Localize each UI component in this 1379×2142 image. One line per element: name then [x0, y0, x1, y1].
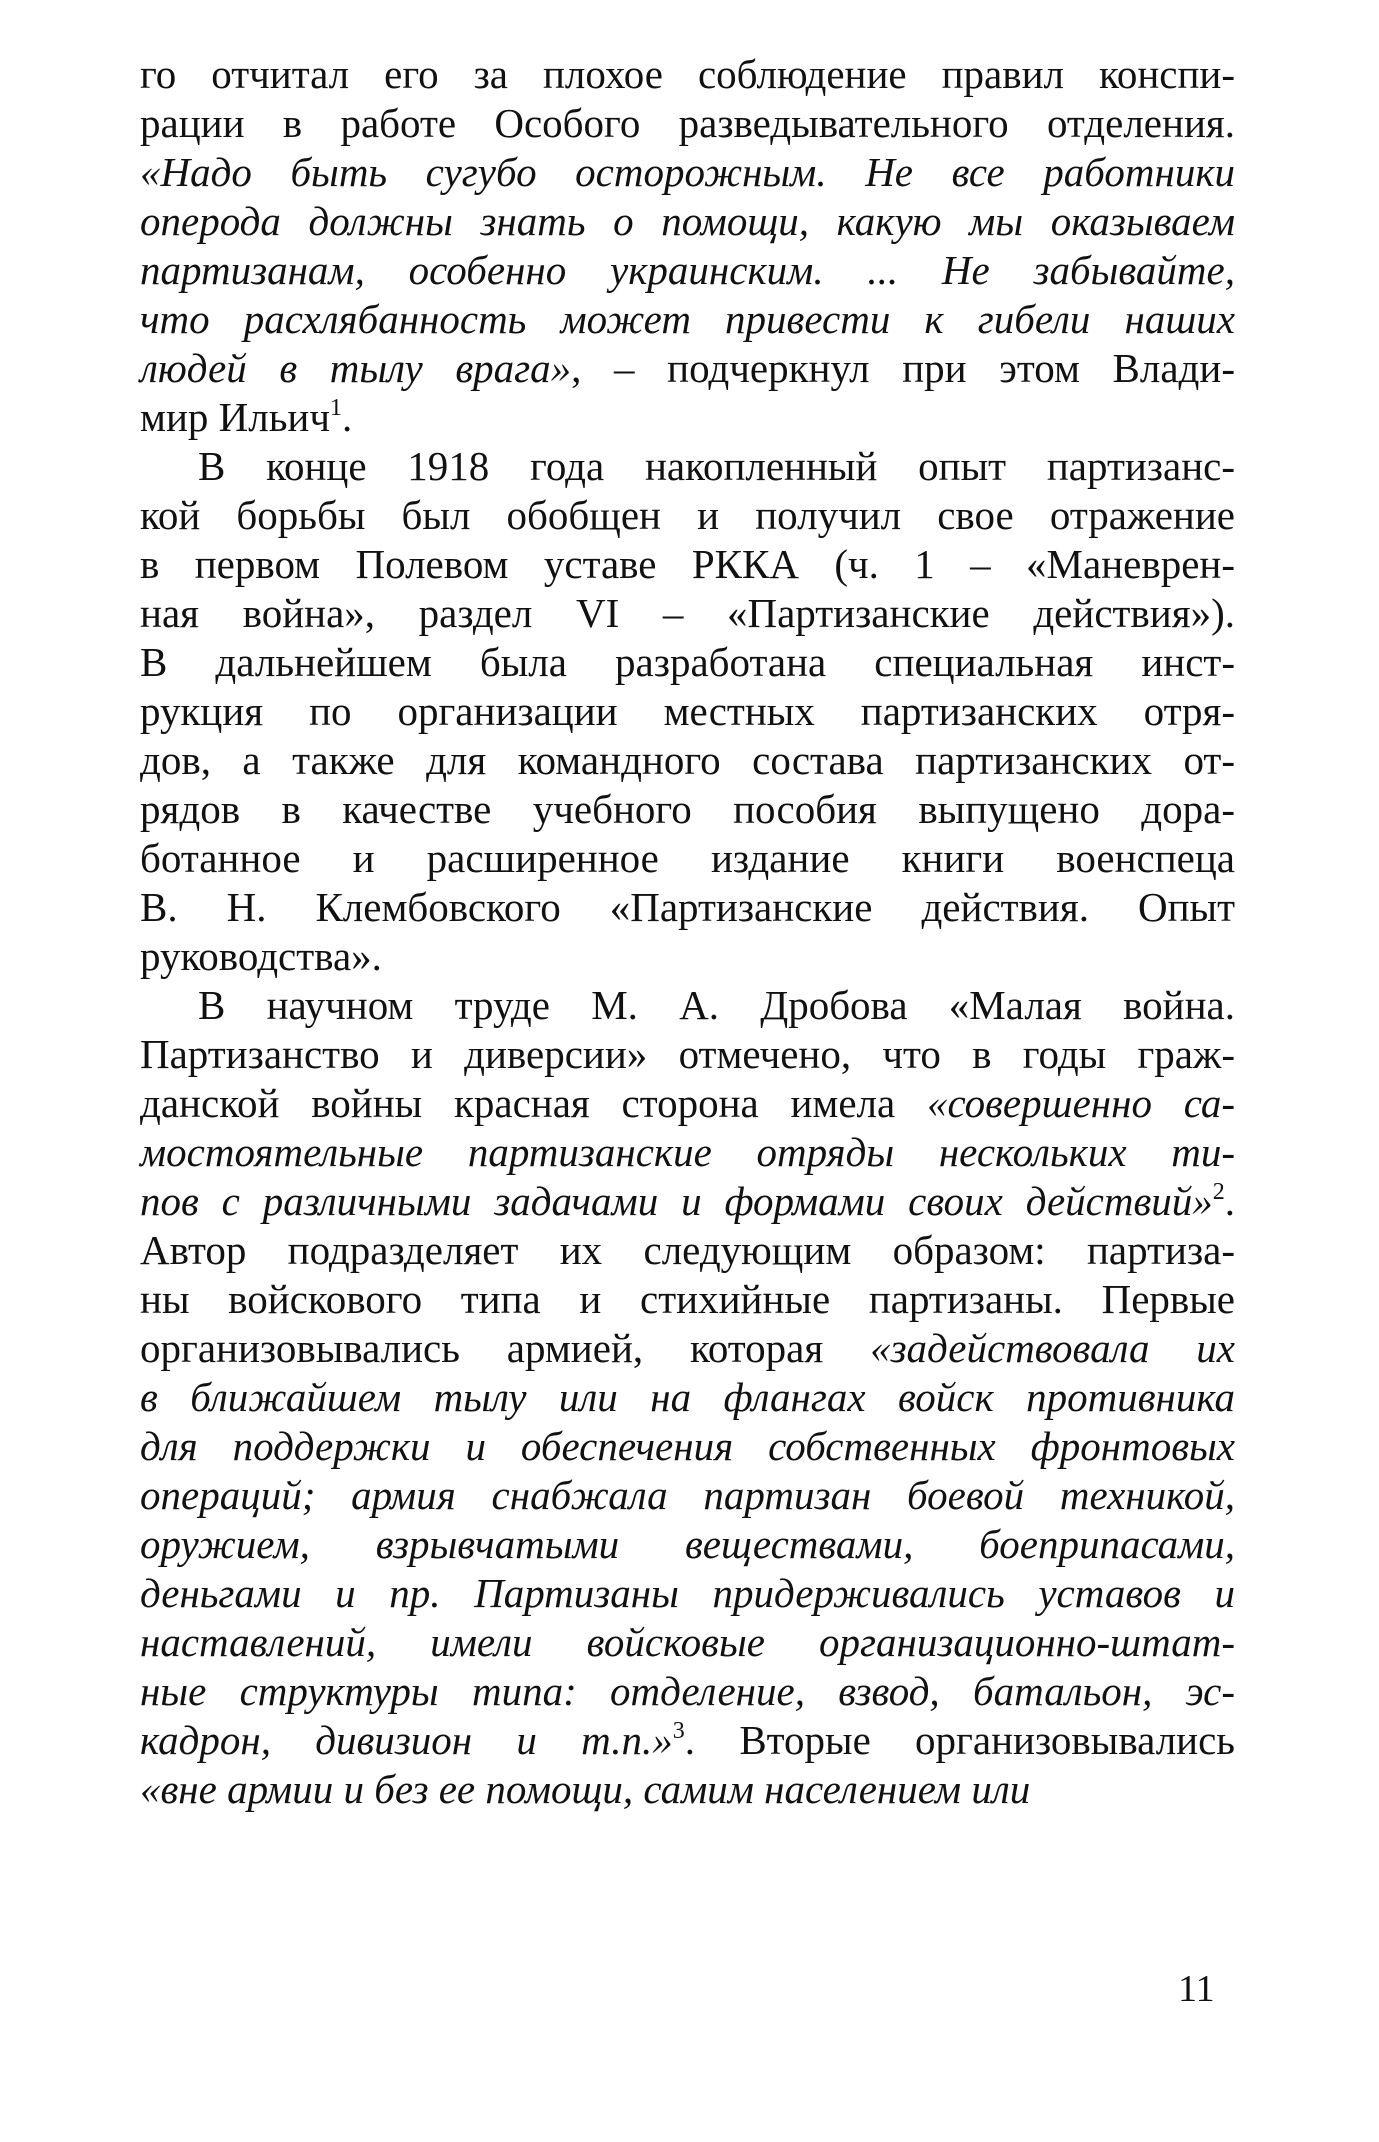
text-segment: В дальнейшем была разработана специальная инст-	[140, 639, 1235, 685]
text-segment: партизанам, особенно украинским. ... Не забывайте,	[140, 247, 1235, 293]
text-segment: рации в работе Особого разведывательного отделения.	[140, 100, 1235, 146]
text-line	[140, 883, 1235, 932]
text-segment: В научном труде М. А. Дробова «Малая война.	[198, 982, 1235, 1028]
text-line	[140, 1471, 1235, 1520]
text-segment: ная война», раздел VI – «Партизанские действия»).	[140, 590, 1235, 636]
text-line	[140, 540, 1235, 589]
text-segment: данской войны красная сторона имела	[140, 1080, 927, 1126]
text-segment: людей в тылу врага»	[140, 345, 572, 391]
paragraph	[140, 442, 1235, 981]
text-line	[140, 1373, 1235, 1422]
text-line	[140, 344, 1235, 393]
text-line	[140, 1520, 1235, 1569]
text-line	[140, 736, 1235, 785]
paragraph	[140, 50, 1235, 442]
text-line	[140, 99, 1235, 148]
text-segment: для поддержки и обеспечения собственных фронтовых	[140, 1423, 1235, 1469]
text-segment: в первом Полевом уставе РККА (ч. 1 – «Маневрен-	[140, 541, 1235, 587]
text-segment: Партизанство и диверсии» отмечено, что в годы граж-	[140, 1031, 1235, 1077]
text-line	[140, 442, 1235, 491]
text-line	[140, 1422, 1235, 1471]
text-line	[140, 1667, 1235, 1716]
text-line	[140, 589, 1235, 638]
text-line	[140, 638, 1235, 687]
text-line	[140, 687, 1235, 736]
text-line	[140, 1569, 1235, 1618]
text-line	[140, 50, 1235, 99]
text-segment: оперода должны знать о помощи, какую мы оказываем	[140, 198, 1235, 244]
text-segment: пов с различными задачами и формами своих действий»	[140, 1178, 1213, 1224]
footnote-ref: 3	[672, 1718, 685, 1744]
text-segment: ботанное и расширенное издание книги военспеца	[140, 835, 1235, 881]
text-segment: ные структуры типа: отделение, взвод, батальон, эс-	[140, 1668, 1235, 1714]
text-segment: руководства».	[140, 933, 382, 979]
text-line	[140, 1079, 1235, 1128]
text-segment: что расхлябанность может привести к гибели наших	[140, 296, 1235, 342]
text-segment: кой борьбы был обобщен и получил свое отражение	[140, 492, 1235, 538]
text-segment: «вне армии и без ее помощи, самим населением или	[140, 1766, 1031, 1812]
text-line	[140, 491, 1235, 540]
text-line	[140, 1275, 1235, 1324]
text-segment: , – подчеркнул при этом Влади-	[571, 345, 1235, 391]
text-segment: организовывались армией, которая	[140, 1325, 871, 1371]
text-line	[140, 1765, 1235, 1814]
text-line	[140, 932, 1235, 981]
text-segment: дов, а также для командного состава партизанских от-	[140, 737, 1235, 783]
text-line	[140, 197, 1235, 246]
text-segment: «Надо быть сугубо осторожным. Не все работники	[140, 149, 1235, 195]
text-line	[140, 1226, 1235, 1275]
text-line	[140, 148, 1235, 197]
text-line	[140, 785, 1235, 834]
text-segment: наставлений, имели войсковые организационно-штат-	[140, 1619, 1235, 1665]
text-segment: В. Н. Клембовского «Партизанские действия. Опыт	[140, 884, 1235, 930]
text-segment: в ближайшем тылу или на флангах войск противника	[140, 1374, 1235, 1420]
text-segment: рукция по организации местных партизанских отря-	[140, 688, 1235, 734]
text-line	[140, 295, 1235, 344]
text-line	[140, 834, 1235, 883]
text-segment: .	[341, 394, 353, 440]
text-segment: В конце 1918 года накопленный опыт партизанс-	[198, 443, 1235, 489]
text-segment: го отчитал его за плохое соблюдение правил конспи-	[140, 51, 1235, 97]
text-line	[140, 981, 1235, 1030]
text-segment: мостоятельные партизанские отряды нескольких ти-	[140, 1129, 1235, 1175]
page-text	[140, 50, 1235, 1814]
text-line	[140, 1177, 1235, 1226]
page-number: 11	[1178, 1968, 1215, 2010]
text-line	[140, 1128, 1235, 1177]
text-line	[140, 1324, 1235, 1373]
text-segment: . Вторые организовывались	[684, 1717, 1235, 1763]
text-segment: .	[1224, 1178, 1235, 1224]
text-line	[140, 1716, 1235, 1765]
footnote-ref: 2	[1212, 1179, 1225, 1205]
text-segment: операций; армия снабжала партизан боевой техникой,	[140, 1472, 1235, 1518]
text-segment: Автор подразделяет их следующим образом: партиза-	[140, 1227, 1235, 1273]
paragraph	[140, 981, 1235, 1814]
text-segment: оружием, взрывчатыми веществами, боеприпасами,	[140, 1521, 1235, 1567]
text-segment: «задействовала их	[870, 1325, 1236, 1371]
text-line	[140, 1618, 1235, 1667]
text-segment: рядов в качестве учебного пособия выпущено дора-	[140, 786, 1235, 832]
text-segment: кадрон, дивизион и т.п.»	[140, 1717, 673, 1763]
text-segment: мир Ильич	[140, 394, 330, 440]
text-segment: «совершенно са-	[926, 1080, 1235, 1126]
text-segment: ны войскового типа и стихийные партизаны. Первые	[140, 1276, 1235, 1322]
text-line	[140, 246, 1235, 295]
footnote-ref: 1	[329, 395, 342, 421]
text-line	[140, 393, 1235, 442]
text-segment: деньгами и пр. Партизаны придерживались уставов и	[140, 1570, 1235, 1616]
text-line	[140, 1030, 1235, 1079]
